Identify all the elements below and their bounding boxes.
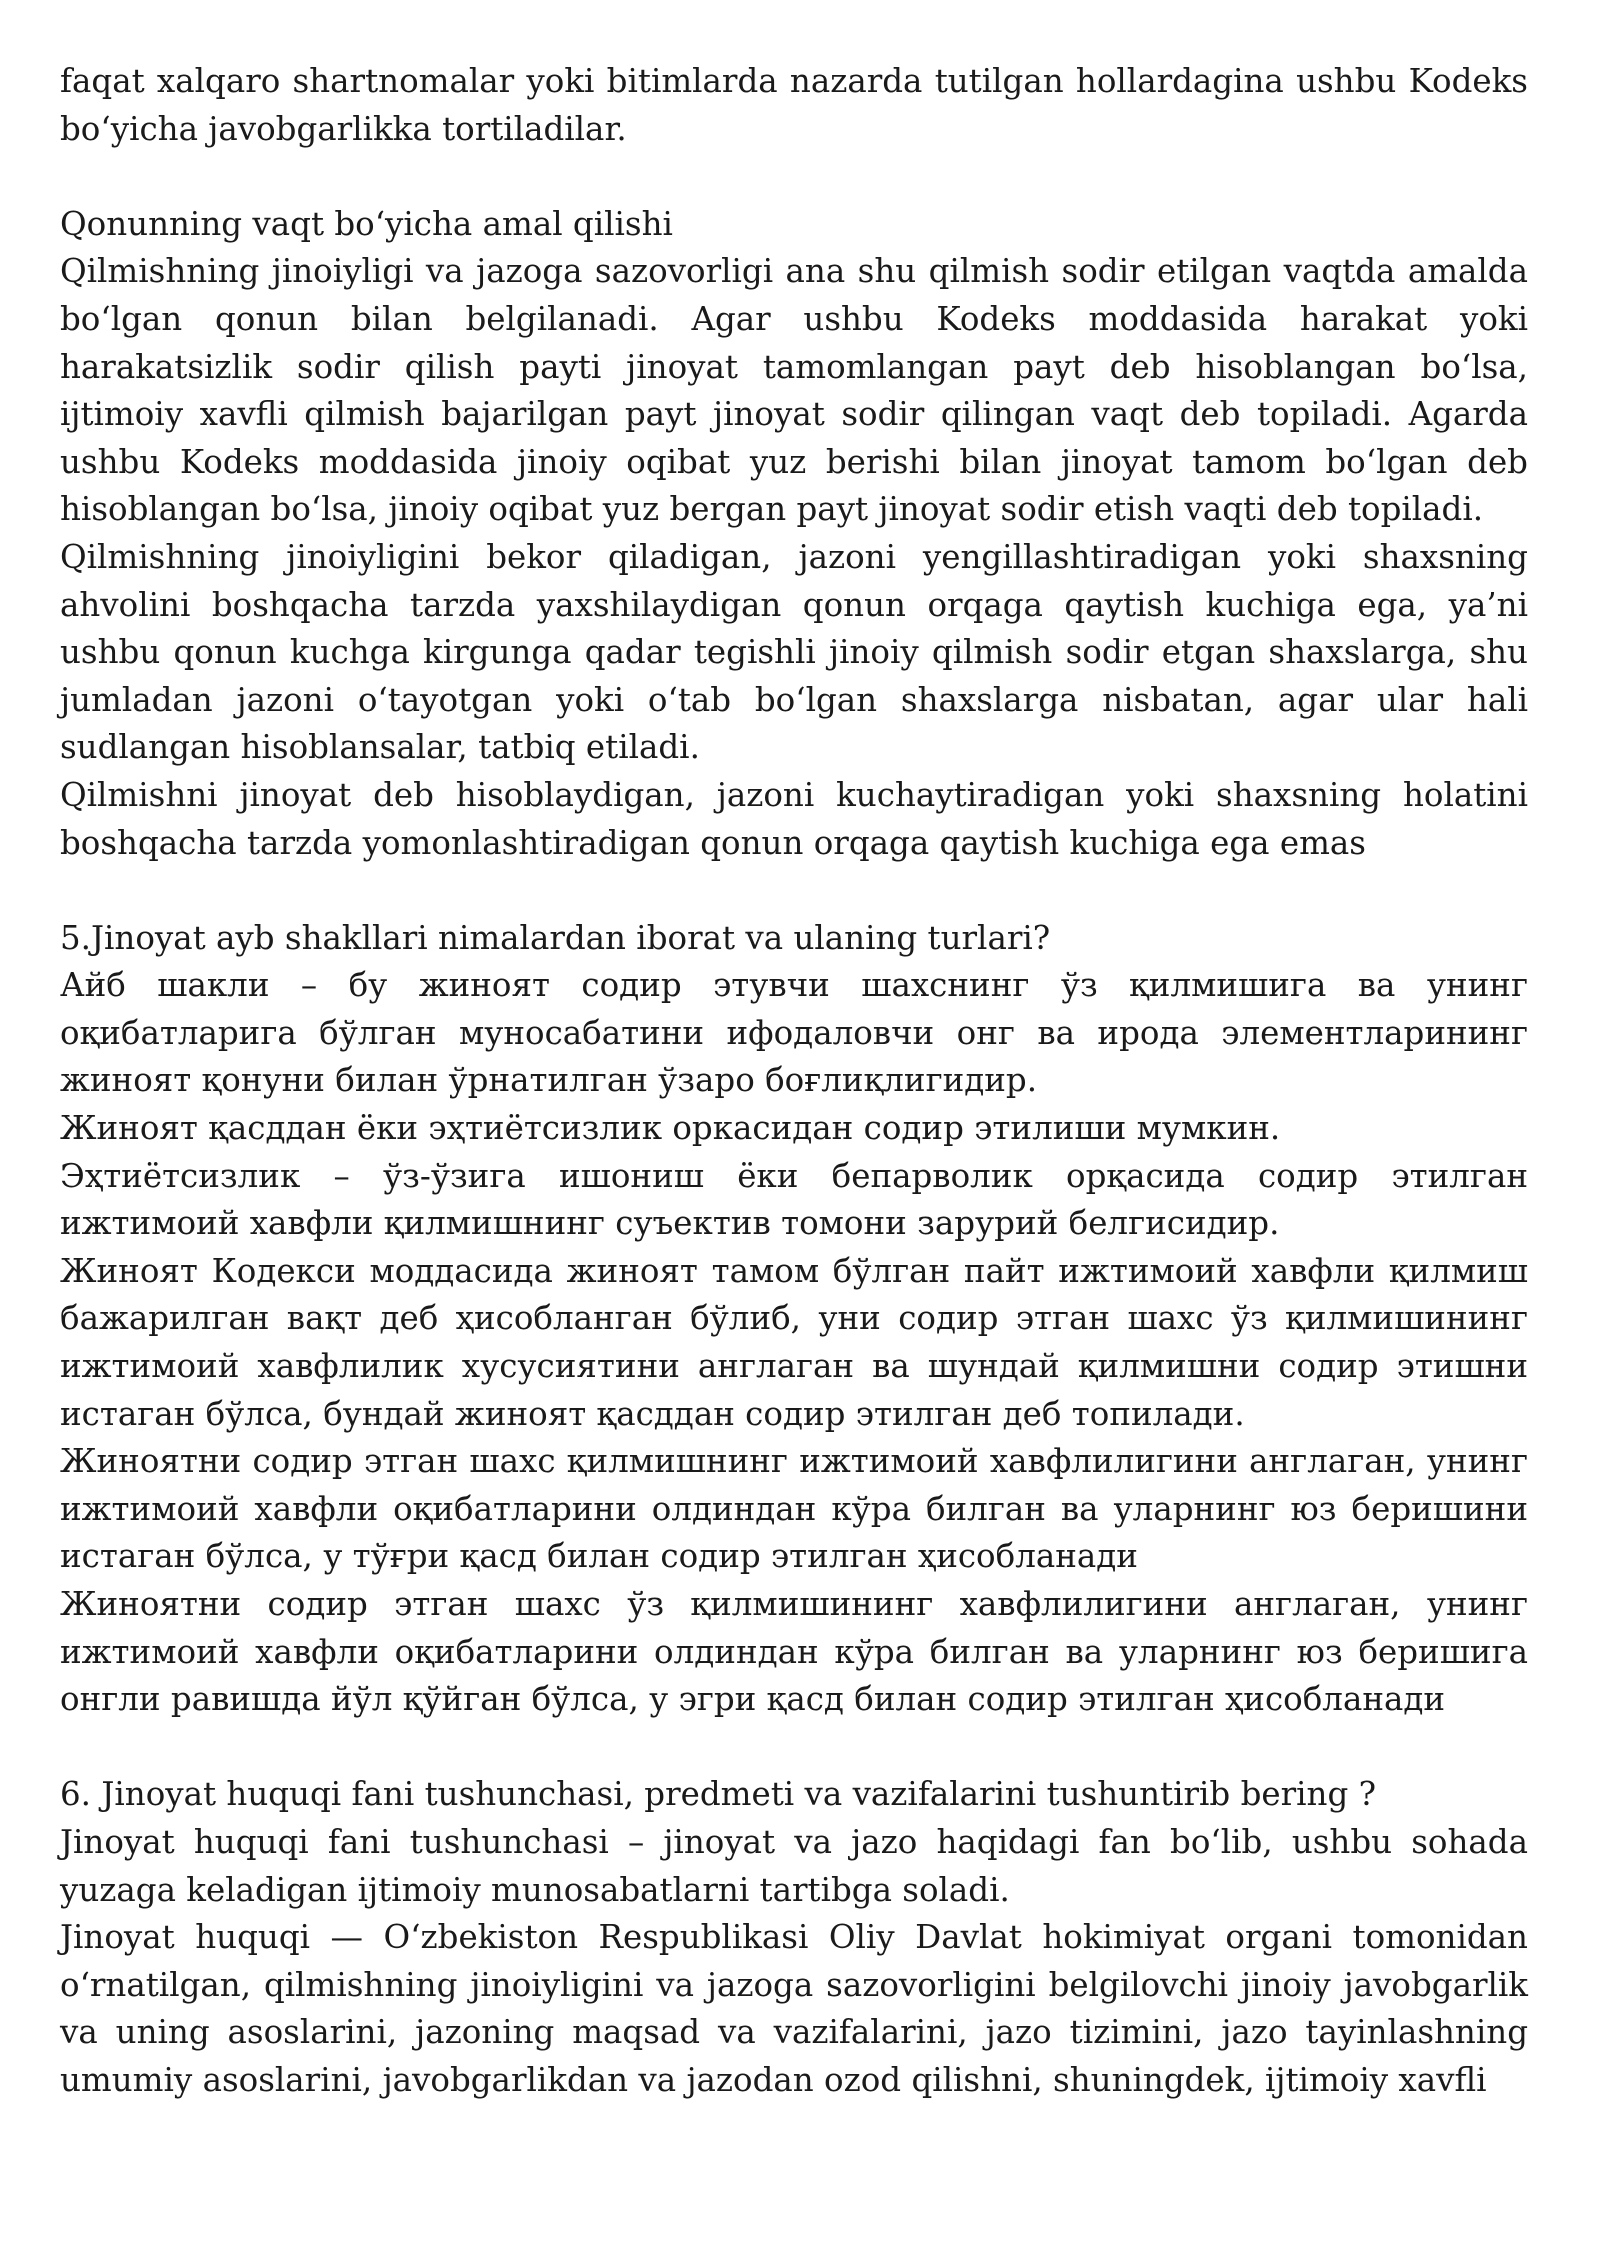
paragraph: Qilmishning jinoiyligini bekor qiladigan, jazoni yengillashtiradigan yoki shaxsning ahvolini boshqacha tarzda yaxshilaydigan qonun orqaga qaytish kuchiga ega, ya’ni ushbu qonun kuchga kirgunga qadar tegishli jinoiy qilmish sodir etgan shaxslarga, shu jumladan jazoni oʻtayotgan yoki oʻtab boʻlgan shaxslarga nisbatan, agar ular hali sudlangan hisoblansalar, tatbiq etiladi. xyxy=(60,537,1528,767)
question-heading-5: 5.Jinoyat ayb shakllari nimalardan iborat va ulaning turlari? xyxy=(60,918,1051,957)
section-heading-time-validity: Qonunning vaqt boʻyicha amal qilishi xyxy=(60,204,673,243)
paragraph: Qilmishni jinoyat deb hisoblaydigan, jazoni kuchaytiradigan yoki shaxsning holatini boshqacha tarzda yomonlashtiradigan qonun orqaga qaytish kuchiga ega emas xyxy=(60,775,1528,862)
paragraph: Жиноят Кодекси моддасида жиноят тамом бўлган пайт ижтимоий хавфли қилмиш бажарилган вақт деб ҳисобланган бўлиб, уни содир этган шахс ўз қилмишининг ижтимоий хавфлилик хусусиятини англаган ва шундай қилмишни содир этишни истаган бўлса, бундай жиноят қасддан содир этилган деб топилади. xyxy=(60,1251,1528,1433)
blank-line xyxy=(60,867,1528,915)
blank-line xyxy=(60,1724,1528,1772)
paragraph-continuation: faqat xalqaro shartnomalar yoki bitimlarda nazarda tutilgan hollardagina ushbu Kodeks boʻyicha javobgarlikka tortiladilar. xyxy=(60,62,1528,148)
paragraph: Эҳтиётсизлик – ўз-ўзига ишониш ёки бепарволик орқасида содир этилган ижтимоий хавфли қилмишнинг суъектив томони зарурий белгисидир. xyxy=(60,1156,1528,1243)
paragraph: Айб шакли – бу жиноят содир этувчи шахснинг ўз қилмишига ва унинг оқибатларига бўлган муносабатини ифодаловчи онг ва ирода элементларининг жиноят қонуни билан ўрнатилган ўзаро боғлиқлигидир. xyxy=(60,966,1528,1100)
paragraph: Jinoyat huquqi — Oʻzbekiston Respublikasi Oliy Davlat hokimiyat organi tomonidan oʻrnatilgan, qilmishning jinoiyligini va jazoga sazovorligini belgilovchi jinoiy javobgarlik va uning asoslarini, jazoning maqsad va vazifalarini, jazo tizimini, jazo tayinlashning umumiy asoslarini, javobgarlikdan va jazodan ozod qilishni, shuningdek, ijtimoiy xavfli xyxy=(60,1918,1528,2099)
paragraph: Jinoyat huquqi fani tushunchasi – jinoyat va jazo haqidagi fan boʻlib, ushbu sohada yuzaga keladigan ijtimoiy munosabatlarni tartibga soladi. xyxy=(60,1822,1528,1909)
paragraph: Жиноят қасддан ёки эҳтиётсизлик оркасидан содир этилиши мумкин. xyxy=(60,1109,1281,1148)
blank-line xyxy=(60,153,1528,201)
document-page xyxy=(60,58,1528,2105)
paragraph: Жиноятни содир этган шахс қилмишнинг ижтимоий хавфлилигини англаган, унинг ижтимоий хавфли оқибатларини олдиндан кўра билган ва уларнинг юз беришини истаган бўлса, у тўғри қасд билан содир этилган ҳисобланади xyxy=(60,1442,1528,1576)
question-heading-6: 6. Jinoyat huquqi fani tushunchasi, predmeti va vazifalarini tushuntirib bering ? xyxy=(60,1775,1377,1814)
paragraph: Жиноятни содир этган шахс ўз қилмишининг хавфлилигини англаган, унинг ижтимоий хавфли оқибатларини олдиндан кўра билган ва уларнинг юз беришига онгли равишда йўл қўйган бўлса, у эгри қасд билан содир этилган ҳисобланади xyxy=(60,1585,1528,1719)
paragraph: Qilmishning jinoiyligi va jazoga sazovorligi ana shu qilmish sodir etilgan vaqtda amalda boʻlgan qonun bilan belgilanadi. Agar ushbu Kodeks moddasida harakat yoki harakatsizlik sodir qilish payti jinoyat tamomlangan payt deb hisoblangan boʻlsa, ijtimoiy xavfli qilmish bajarilgan payt jinoyat sodir qilingan vaqt deb topiladi. Agarda ushbu Kodeks moddasida jinoiy oqibat yuz berishi bilan jinoyat tamom boʻlgan deb hisoblangan boʻlsa, jinoiy oqibat yuz bergan payt jinoyat sodir etish vaqti deb topiladi. xyxy=(60,252,1528,529)
